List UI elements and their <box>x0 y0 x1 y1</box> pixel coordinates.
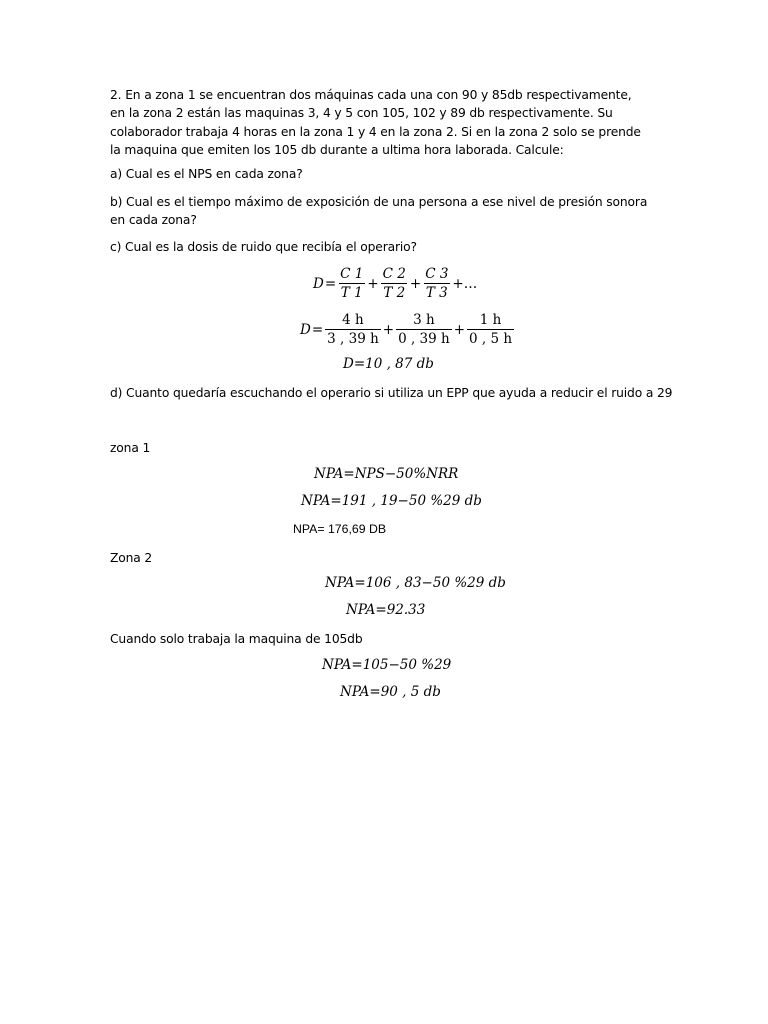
plus-sign: + <box>367 275 379 292</box>
dose-result-text: D=10 , 87 db <box>343 356 434 372</box>
dose-formula-term-3 <box>423 266 450 301</box>
fraction-numerator: 4 h <box>342 312 364 328</box>
problem-statement: 2. En a zona 1 se encuentran dos máquinas cada una con 90 y 85db respectivamente, en la zona 2 están las maquinas 3, 4 y 5 con 105, 102 y 89 db respectivamente. Su colaborador trabaja 4 horas en la zona 1 y 4 en la zona 2. Si en la zona 2 solo se prende la maquina que emiten los 105 db durante a ultima hora laborada. Calcule: <box>110 88 641 158</box>
only-105-equation-1-text: NPA=105−50 %29 <box>322 657 452 673</box>
zona2-equation-1-text: NPA=106 , 83−50 %29 db <box>325 575 506 591</box>
dose-substitution-lhs: D <box>300 321 311 338</box>
zona1-equation-1-text: NPA=NPS−50%NRR <box>314 466 459 482</box>
fraction-denominator: T 2 <box>383 285 406 301</box>
plus-sign: + <box>382 321 395 338</box>
dose-substitution-term-1 <box>325 312 381 347</box>
zona1-equation-1 <box>314 466 458 482</box>
zona1-result: NPA= 176,69 DB <box>293 522 387 536</box>
dose-substitution-term-3 <box>467 312 514 347</box>
question-d: d) Cuanto quedaría escuchando el operario si utiliza un EPP que ayuda a reducir el ruido a 29 <box>110 386 673 400</box>
plus-sign: + <box>453 321 466 338</box>
fraction-numerator: 1 h <box>479 312 502 328</box>
only-105-equation-1 <box>322 657 451 673</box>
zona2-equation-1 <box>325 575 506 591</box>
dose-formula-term-2 <box>381 266 408 301</box>
only-105-equation-2 <box>340 684 441 700</box>
fraction-denominator: 3 , 39 h <box>327 331 379 347</box>
zona2-label: Zona 2 <box>110 551 153 565</box>
dose-formula-tail: +… <box>452 275 478 292</box>
zona2-equation-2-text: NPA=92.33 <box>346 602 426 618</box>
dose-substitution-term-2 <box>396 312 452 347</box>
fraction-denominator: 0 , 5 h <box>469 331 513 347</box>
dose-substitution <box>300 312 515 347</box>
zona1-equation-2 <box>301 493 482 509</box>
dose-formula-eq: = <box>324 275 337 292</box>
fraction-numerator: C 3 <box>425 266 449 282</box>
zona1-equation-2-text: NPA=191 , 19−50 %29 db <box>301 493 482 509</box>
question-b: b) Cual es el tiempo máximo de exposición de una persona a ese nivel de presión sonora en cada zona? <box>110 195 648 228</box>
only-105-label: Cuando solo trabaja la maquina de 105db <box>110 632 363 646</box>
dose-substitution-eq: = <box>311 321 324 338</box>
fraction-denominator: T 1 <box>340 285 363 301</box>
dose-formula-lhs: D <box>313 275 324 292</box>
fraction-numerator: C 2 <box>382 266 406 282</box>
question-c: c) Cual es la dosis de ruido que recibía el operario? <box>110 240 417 254</box>
fraction-numerator: 3 h <box>413 312 435 328</box>
fraction-numerator: C 1 <box>340 266 364 282</box>
plus-sign: + <box>409 275 422 292</box>
dose-result <box>343 356 434 372</box>
zona1-label: zona 1 <box>110 441 151 455</box>
only-105-equation-2-text: NPA=90 , 5 db <box>340 684 441 700</box>
fraction-denominator: 0 , 39 h <box>398 331 450 347</box>
fraction-denominator: T 3 <box>425 285 448 301</box>
dose-formula-term-1 <box>338 266 365 301</box>
dose-formula <box>313 266 478 301</box>
zona2-equation-2 <box>346 602 425 618</box>
question-a: a) Cual es el NPS en cada zona? <box>110 167 303 181</box>
